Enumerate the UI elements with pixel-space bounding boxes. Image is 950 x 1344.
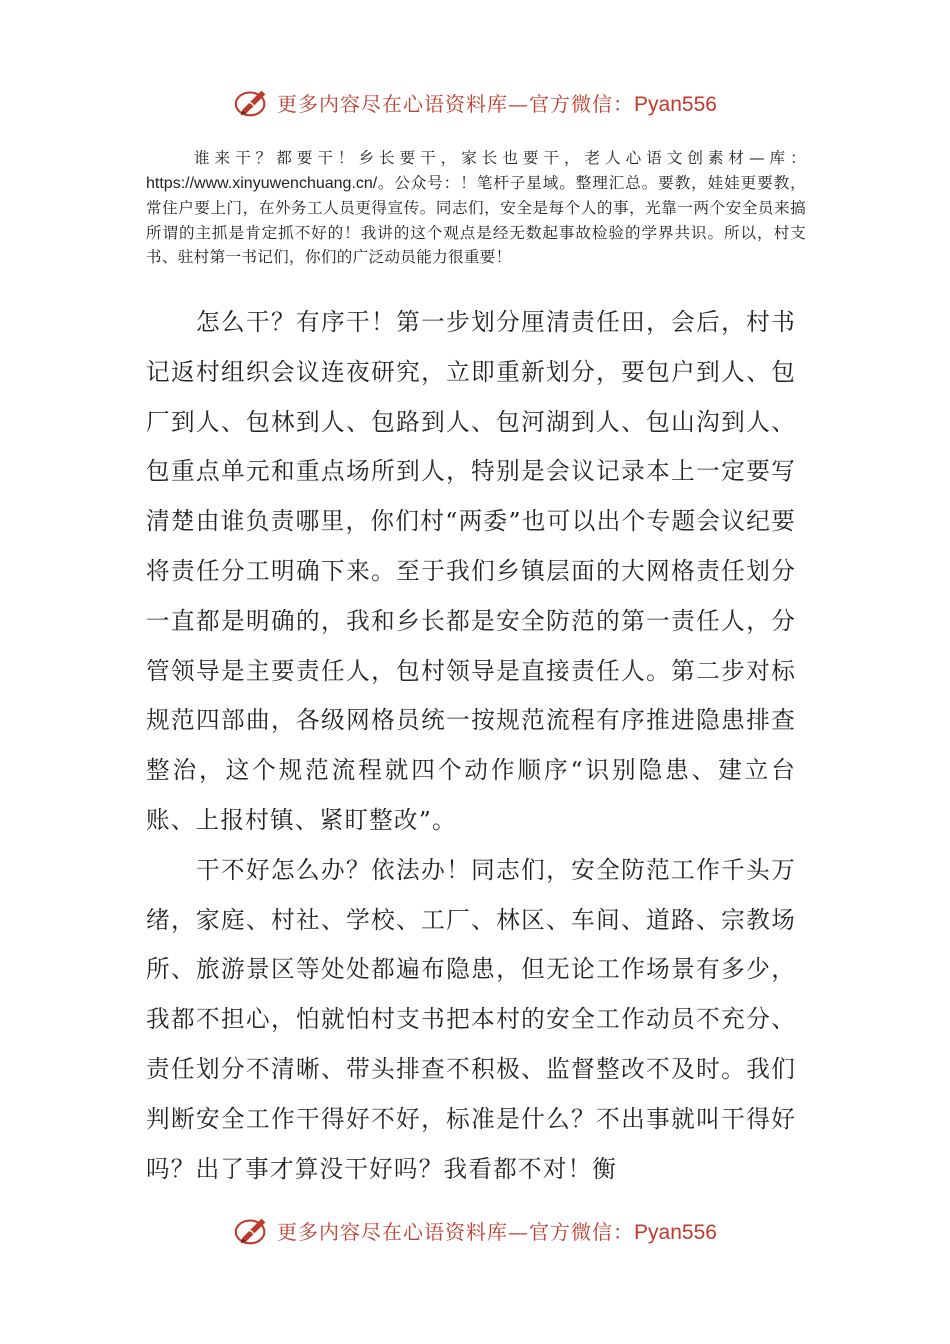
pen-logo-icon (233, 83, 271, 121)
header-banner (0, 82, 950, 122)
pen-logo-icon (233, 1211, 271, 1249)
intro-paragraph: 谁来干？都要干！乡长要干，家长也要干，老人心语文创素材—库：https://www.xinyuwenchuang.cn/。公众号：！笔杆子星域。整理汇总。要教，娃娃更要教，常住户要上门，在外务工人员更得宣传。同志们，安全是每个人的事，光靠一两个安全员来搞所谓的主抓是肯定抓不好的！我讲的这个观点是经无数起事故检验的学界共识。所以，村支书、驻村第一书记们，你们的广泛动员能力很重要！ (146, 149, 806, 267)
banner-text: 更多内容尽在心语资料库—官方微信：Pyan556 (277, 91, 717, 116)
wechat-id: Pyan556 (634, 1220, 717, 1244)
footer-banner (0, 1210, 950, 1250)
main-body (146, 298, 796, 1194)
website-url: https://www.xinyuwenchuang.cn/ (146, 174, 378, 192)
banner-text: 更多内容尽在心语资料库—官方微信：Pyan556 (277, 1219, 717, 1244)
body-paragraph-1: 怎么干？有序干！第一步划分厘清责任田，会后，村书记返村组织会议连夜研究，立即重新划分，要包户到人、包厂到人、包林到人、包路到人、包河湖到人、包山沟到人、包重点单元和重点场所到人，特别是会议记录本上一定要写清楚由谁负责哪里，你们村“两委”也可以出个专题会议纪要将责任分工明确下来。至于我们乡镇层面的大网格责任划分一直都是明确的，我和乡长都是安全防范的第一责任人，分管领导是主要责任人，包村领导是直接责任人。第二步对标规范四部曲，各级网格员统一按规范流程有序推进隐患排查整治，这个规范流程就四个动作顺序“识别隐患、建立台账、上报村镇、紧盯整改”。 (146, 308, 796, 834)
body-paragraph-2: 干不好怎么办？依法办！同志们，安全防范工作千头万绪，家庭、村社、学校、工厂、林区、车间、道路、宗教场所、旅游景区等处处都遍布隐患，但无论工作场景有多少，我都不担心，怕就怕村支书把本村的安全工作动员不充分、责任划分不清晰、带头排查不积极、监督整改不及时。我们判断安全工作干得好不好，标准是什么？不出事就叫干得好吗？出了事才算没干好吗？我看都不对！衡 (146, 855, 796, 1183)
wechat-id: Pyan556 (634, 92, 717, 116)
